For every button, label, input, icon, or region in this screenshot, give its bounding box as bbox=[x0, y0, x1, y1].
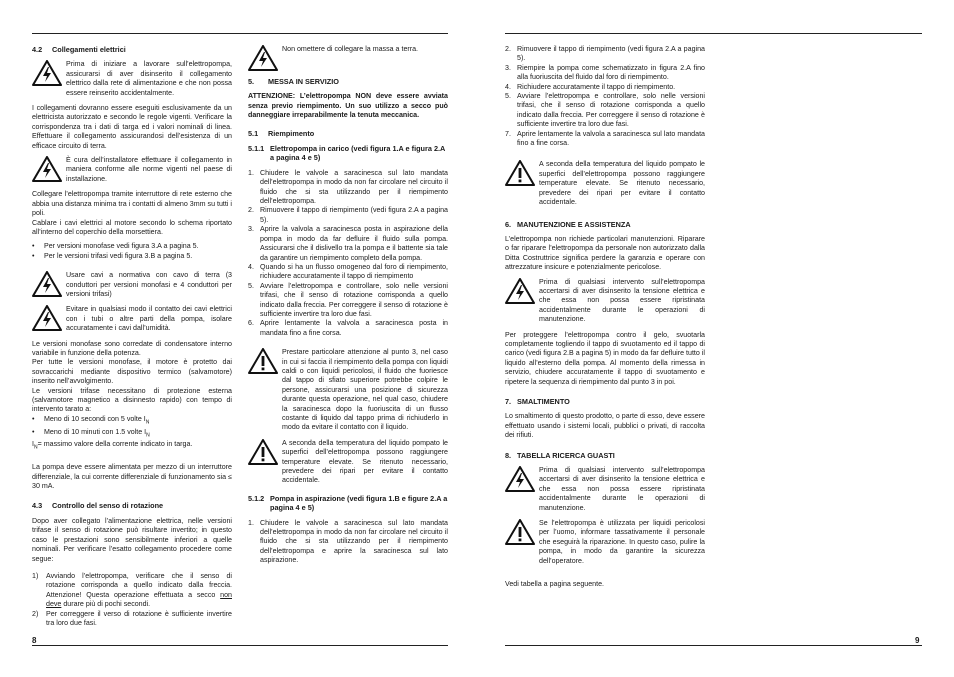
page-number-left: 8 bbox=[32, 636, 37, 645]
paragraph: I collegamenti dovranno essere eseguiti esclusivamente da un elettricista autorizzato e secondo le regole vigenti. Verificare la corrispondenza tra i dati di targa ed i valori nominali di linea. Effettuare il collegamento assicurandosi dell’esistenza di un efficace circuito di terra. bbox=[32, 104, 232, 150]
paragraph: Cablare i cavi elettrici al motore secondo lo schema riportato all’interno del coperchio della morsettiera. bbox=[32, 218, 232, 236]
warning-temperature: A seconda della temperatura del liquido pompato le superfici dell’elettropompa possono raggiungere temperature elevate. Se ritenuto necessario, prevedere dei ripari per evitare il contatto accidentale. bbox=[505, 160, 705, 207]
warning-contact: Evitare in qualsiasi modo il contatto dei cavi elettrici con i tubi o altre parti della pompa, isolare accuratamente i cavi dall’umidità. bbox=[32, 305, 232, 333]
warning-temperature: A seconda della temperatura del liquido pompato le superfici dell’elettropompa possono raggiungere temperature elevate. Se ritenuto necessario, prevedere dei ripari per evitare il contatto accidentale. bbox=[248, 439, 448, 486]
section-5-1-1-heading: 5.1.1 Elettropompa in carico (vedi figura 1.A e figura 2.A a pagina 4 e 5) bbox=[248, 144, 446, 163]
warning-cables: Usare cavi a normativa con cavo di terra (3 conduttori per versioni monofasi e 4 conduttori per versioni trifasi) bbox=[32, 271, 232, 299]
paragraph: Vedi tabella a pagina seguente. bbox=[505, 580, 605, 589]
list-item: 2. Rimuovere il tappo di riempimento (vedi figura 2.A a pagina 5). bbox=[248, 206, 448, 224]
paragraph: Lo smaltimento di questo prodotto, o parte di esso, deve essere effettuato usando i sistemi locali, pubblici o privati, di raccolta dei rifiuti. bbox=[505, 412, 705, 440]
bottom-rule-left bbox=[32, 645, 448, 646]
paragraph: Dopo aver collegato l’alimentazione elettrica, nelle versioni trifase il senso di rotazione può risultare invertito; in questo caso le prestazioni sono sensibilmente inferiori a quelle nominali. Per verificare l’esatto collegamento procedere come segue: bbox=[32, 516, 232, 563]
right-column bbox=[505, 45, 705, 595]
left-column-1 bbox=[32, 45, 232, 634]
list-item: 2) Per correggere il verso di rotazione è sufficiente invertire tra loro due fasi. bbox=[32, 609, 232, 627]
list-item: $I_N=$ massimo valore della corrente indicato in targa. bbox=[32, 440, 193, 451]
top-rule-left bbox=[32, 33, 448, 34]
list-item: 4. Quando si ha un flusso omogeneo dal foro di riempimento, richiudere accuratamente il tappo di riempimento bbox=[248, 262, 448, 281]
list-item: 5. Avviare l’elettropompa e controllare, solo nelle versioni trifasi, che il senso di rotazione corrisponda a quello indicato dalla freccia. Per correggere il senso di rotazione è sufficiente invertire tra loro due fasi. bbox=[505, 92, 705, 129]
paragraph: La pompa deve essere alimentata per mezzo di un interruttore differenziale, la cui corrente differenziale di funzionamento sia ≤ 30 mA. bbox=[32, 463, 232, 491]
list-item: 3. Aprire la valvola a saracinesca posta in aspirazione della pompa in modo da far defluire il fluido sulla pompa. Assicurarsi che il dislivello tra la pompa e il battente sia tale da garantire un riempimento completo della pompa. bbox=[248, 225, 448, 262]
warning-maintenance-2: Prima di qualsiasi intervento sull’elettropompa accertarsi di aver disinserito la tensione elettrica e che essa non possa essere ripristinata accidentalmente durante le operazioni di manutenzione. bbox=[505, 466, 705, 513]
electric-hazard-icon bbox=[32, 271, 62, 297]
electric-hazard-icon bbox=[505, 466, 535, 492]
attention-note: ATTENZIONE: L’elettropompa NON deve essere avviata senza previo riempimento. Un suo utilizzo a secco può danneggiare irreparabilmente la tenuta meccanica. bbox=[248, 92, 448, 120]
warning-dangerous-liquids: Se l’elettropompa è utilizzata per liquidi pericolosi per l’uomo, informare tassativamente il personale che eseguirà la riparazione. In questo caso, pulire la pompa, in modo da garantire la sicurezza dell’operatore. bbox=[505, 519, 705, 566]
filling-steps bbox=[248, 169, 448, 338]
list-item: 1) Avviando l’elettropompa, verificare che il senso di rotazione corrisponda a quello indicato dalla freccia. Attenzione! Questa operazione effettuata a secco non deve durare più di pochi secondi. bbox=[32, 571, 232, 609]
warning-installer: È cura dell’installatore effettuare il collegamento in maniera conforme alle norme vigenti nel paese di installazione. bbox=[32, 156, 232, 184]
list-item: • Per versioni monofase vedi figura 3.A a pagina 5. bbox=[32, 242, 199, 251]
paragraph: L’elettropompa non richiede particolari manutenzioni. Riparare o far riparare l’elettropompa da personale non autorizzato dalla Ditta Costruttrice significa perdere la garanzia e operare con attrezzature insicure e potenzialmente pericolose. bbox=[505, 234, 705, 272]
section-7-heading: 7. SMALTIMENTO bbox=[505, 397, 570, 406]
exclamation-warning-icon bbox=[248, 439, 278, 465]
suction-steps-continued bbox=[505, 45, 705, 148]
list-item: 3. Riempire la pompa come schematizzato in figura 2.A fino alla fuoriuscita del fluido dal foro di riempimento. bbox=[505, 63, 705, 82]
paragraph: Collegare l’elettropompa tramite interruttore di rete esterno che abbia una distanza minima tra i contatti di almeno 3mm su tutti i poli. bbox=[32, 190, 232, 218]
exclamation-warning-icon bbox=[505, 519, 535, 545]
bottom-rule-right bbox=[505, 645, 922, 646]
section-4-2-heading: 4.2 Collegamenti elettrici bbox=[32, 45, 126, 54]
page-number-right: 9 bbox=[915, 636, 920, 645]
warning-hot-liquids: Prestare particolare attenzione al punto 3, nel caso in cui si faccia il riempimento della pompa con liquidi caldi o con liquidi pericolosi, il fluido che fuoriesce dal tappo di sfiato superiore potrebbe colpire le persone, assicurarsi una posizione di sicurezza durante questa operazione, nel qual caso, chiudere la saracinesca dopo la fuoriuscita di un flusso costante di liquido dal tappo prima di richiuderlo in modo da evitare il contatto con il liquido. bbox=[248, 348, 448, 433]
list-item: 2. Rimuovere il tappo di riempimento (vedi figura 2.A a pagina 5). bbox=[505, 45, 705, 63]
paragraph: Per tutte le versioni monofase, il motore è protetto dai sovraccarichi mediante dispositivo termico (salvamotore) inserito nell’avvolgimento. bbox=[32, 358, 232, 386]
paragraph: Le versioni monofase sono corredate di condensatore interno variabile in funzione della potenza. bbox=[32, 339, 232, 357]
section-5-1-heading: 5.1 Riempimento bbox=[248, 128, 315, 138]
exclamation-warning-icon bbox=[505, 160, 535, 186]
warning-maintenance: Prima di qualsiasi intervento sull’elettropompa accertarsi di aver disinserito la tensione elettrica e che essa non possa essere ripristinata accidentalmente durante le operazioni di manutenzione. bbox=[505, 278, 705, 325]
section-6-heading: 6. MANUTENZIONE E ASSISTENZA bbox=[505, 219, 631, 229]
warning-earth: Non omettere di collegare la massa a terra. bbox=[248, 45, 448, 71]
top-rule-right bbox=[505, 33, 922, 34]
section-8-heading: 8. TABELLA RICERCA GUASTI bbox=[505, 450, 615, 460]
exclamation-warning-icon bbox=[248, 348, 278, 374]
electric-hazard-icon bbox=[32, 156, 62, 182]
section-5-1-2-heading: 5.1.2 Pompa in aspirazione (vedi figura 1.B e figure 2.A a pagina 4 e 5) bbox=[248, 493, 448, 513]
section-4-3-heading: 4.3 Controllo del senso di rotazione bbox=[32, 501, 164, 511]
list-item: • Per le versioni trifasi vedi figura 3.B a pagina 5. bbox=[32, 251, 193, 260]
electric-hazard-icon bbox=[505, 278, 535, 304]
left-column-2 bbox=[248, 45, 448, 572]
electric-hazard-icon bbox=[248, 45, 278, 71]
bullet-list bbox=[32, 242, 232, 261]
electric-hazard-icon bbox=[32, 60, 62, 86]
list-item: 5. Avviare l’elettropompa e controllare, solo nelle versioni trifasi, che il senso di rotazione corrisponda a quello indicato dalla freccia. Per correggere il senso di rotazione è sufficiente invertire tra loro due fasi. bbox=[248, 281, 448, 318]
list-item: • Meno di 10 minuti con 1.5 volte $I_N$ bbox=[32, 427, 150, 439]
trip-time-list bbox=[32, 415, 232, 453]
paragraph: Le versioni trifase necessitano di protezione esterna (salvamotore magnetico a disinnesto rapido) con tempo di intervento tarato a: bbox=[32, 386, 232, 414]
warning-disconnect: Prima di iniziare a lavorare sull’elettropompa, assicurarsi di aver disinserito il collegamento elettrico dalla rete di alimentazione e che non possa essere reinserito accidentalmente. bbox=[32, 60, 232, 98]
rotation-steps bbox=[32, 572, 232, 628]
list-item: 6. Aprire lentamente la valvola a saracinesca posta in mandata fino a fine corsa. bbox=[248, 319, 448, 337]
list-item: 4. Richiudere accuratamente il tappo di riempimento. bbox=[505, 82, 676, 91]
list-item: 7. Aprire lentamente la valvola a saracinesca sul lato mandata fino a fine corsa. bbox=[505, 129, 705, 148]
suction-steps bbox=[248, 519, 448, 566]
section-5-heading: 5. MESSA IN SERVIZIO bbox=[248, 77, 339, 86]
paragraph: Per proteggere l’elettropompa contro il gelo, svuotarla completamente togliendo il tappo di svuotamento ed il tappo di carico (vedi figura 2.B a pagina 5) in modo da far defluire tutto il liquido all’esterno della pompa. Al momento della rimessa in servizio, chiudere accuratamente il tappo di svuotamento e ripetere la sequenza di riempimento dal punto 3 in poi. bbox=[505, 330, 705, 386]
list-item: 1. Chiudere le valvole a saracinesca sul lato mandata dell’elettropompa in modo da non far circolare nel circuito il fluido che si sta utilizzando per il riempimento dell’elettropompa e aprire la saracinesca sul lato aspirazione. bbox=[248, 518, 448, 565]
electric-hazard-icon bbox=[32, 305, 62, 331]
list-item: • Meno di 10 secondi con 5 volte $I_N$ bbox=[32, 414, 150, 426]
list-item: 1. Chiudere le valvole a saracinesca sul lato mandata dell’elettropompa in modo da non far circolare nel circuito il fluido che si sta utilizzando per il riempimento dell’elettropompa. bbox=[248, 168, 448, 206]
